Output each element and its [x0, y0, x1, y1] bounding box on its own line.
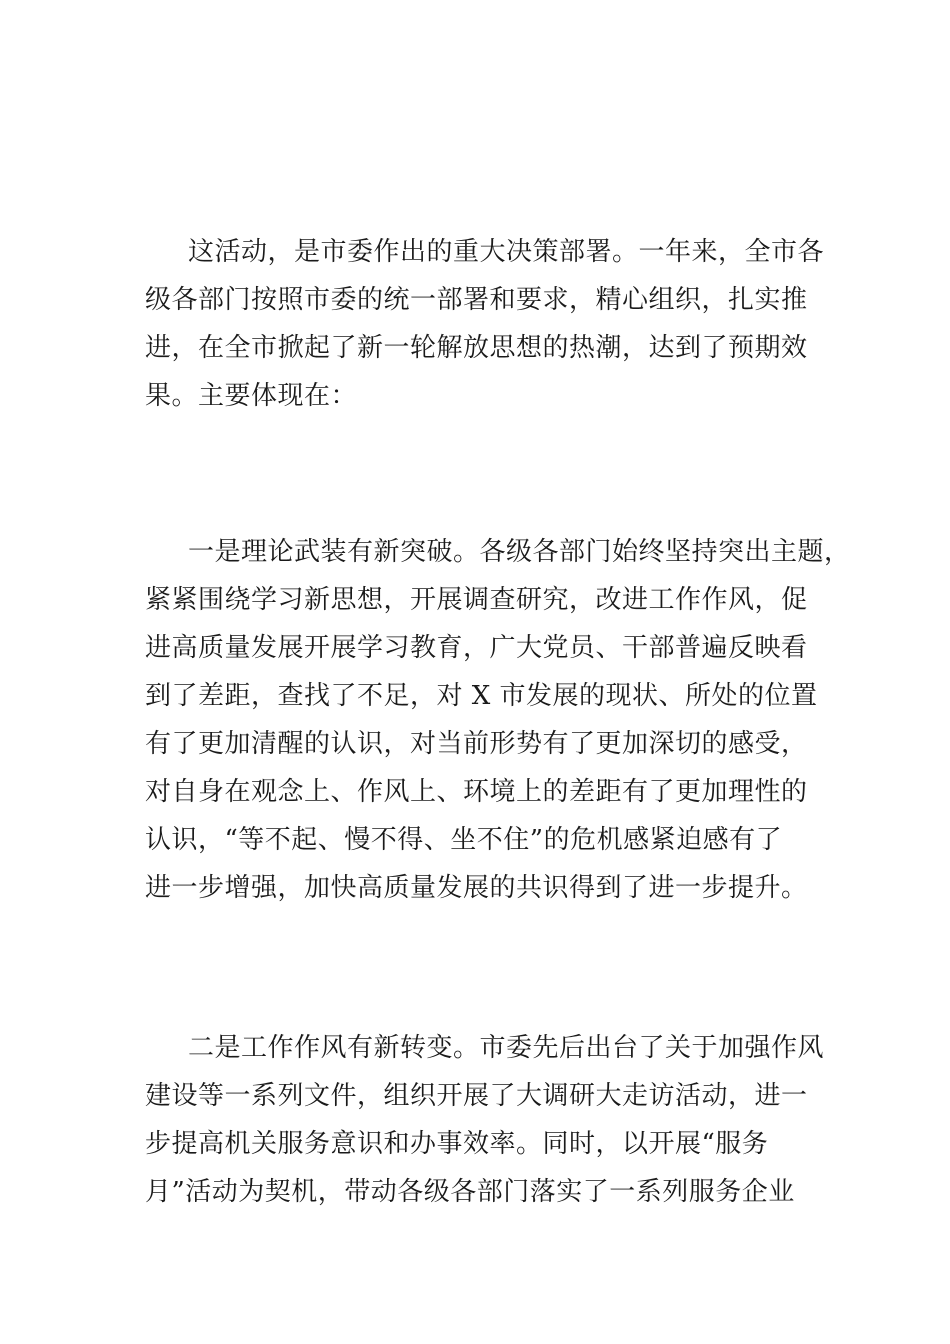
text-line: 级各部门按照市委的统一部署和要求，精心组织，扎实推 — [145, 285, 808, 315]
text-line: 有了更加清醒的认识，对当前形势有了更加深切的感受， — [145, 729, 808, 759]
text-line: 果。主要体现在： — [145, 381, 358, 411]
text-line: 紧紧围绕学习新思想，开展调查研究，改进工作作风，促 — [145, 585, 808, 615]
text-line: 二是工作作风有新转变。市委先后出台了关于加强作风 — [188, 1033, 825, 1063]
text-line: 一是理论武装有新突破。各级各部门始终坚持突出主题， — [188, 537, 851, 567]
text-line: 认识，“等不起、慢不得、坐不住”的危机感紧迫感有了 — [145, 825, 783, 855]
text-line: 建设等一系列文件，组织开展了大调研大走访活动，进一 — [145, 1081, 808, 1111]
text-line: 到了差距，查找了不足，对 X 市发展的现状、所处的位置 — [145, 681, 818, 711]
paragraph-theory — [145, 528, 851, 912]
text-line: 进，在全市掀起了新一轮解放思想的热潮，达到了预期效 — [145, 333, 808, 363]
text-line: 这活动，是市委作出的重大决策部署。一年来，全市各 — [188, 237, 825, 267]
text-line: 进高质量发展开展学习教育，广大党员、干部普遍反映看 — [145, 633, 808, 663]
text-line: 月”活动为契机，带动各级各部门落实了一系列服务企业 — [145, 1177, 795, 1207]
text-line: 进一步增强，加快高质量发展的共识得到了进一步提升。 — [145, 873, 808, 903]
paragraph-intro — [145, 228, 825, 420]
text-line: 步提高机关服务意识和办事效率。同时，以开展“服务 — [145, 1129, 769, 1159]
text-line: 对自身在观念上、作风上、环境上的差距有了更加理性的 — [145, 777, 808, 807]
paragraph-work-style — [145, 1024, 825, 1216]
